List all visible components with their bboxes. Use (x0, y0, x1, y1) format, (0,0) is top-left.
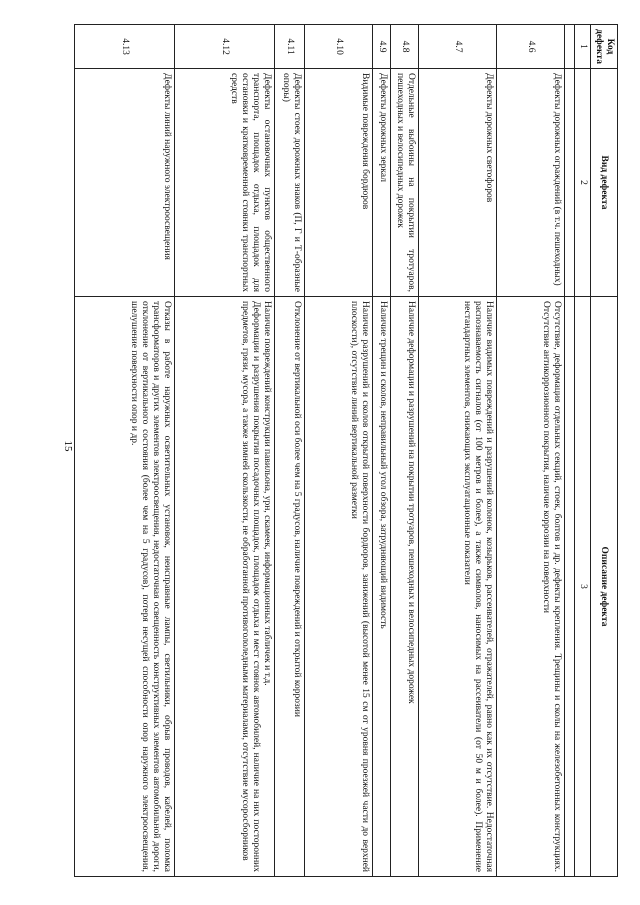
page-number: 15 (62, 440, 74, 452)
defect-type: Дефекты остановочных пунктов общественного транспорта, площадок отдыха, площадок для остановки и кратковременной стоянки транспортных средств (175, 69, 275, 297)
defect-description: Наличие видимых повреждений и разрушений колонок, козырьков, рассеивателей, отражателей, равно как их отсутствие. Недостаточная распознаваемость сигналов (от 100 метров и более), а также символов, наносимых на рассеиватели (от 50 м и более). Применение нестандартных элементов, снижающих эксплуатационные показатели (419, 297, 497, 877)
table-row (391, 25, 419, 877)
defect-description: Деформации и разрушения покрытия посадочных площадок, площадок отдыха и мест стоянок автомобилей, наличие на них посторонних предметов, грязи, мусора, а также зимней скользкости, не обработанной противогололедными материалами, отсутствие мусоросборников (240, 301, 261, 872)
defect-type: Дефекты дорожных зеркал (373, 69, 391, 297)
table-row (497, 25, 565, 877)
defect-type: Дефекты дорожных светофоров (419, 69, 497, 297)
header-description: Описание дефекта (591, 297, 618, 877)
defect-code: 4.12 (175, 25, 275, 69)
defect-code: 4.13 (75, 25, 175, 69)
defect-type: Дефекты стоек дорожных знаков (П, Г и Т-образные опоры) (275, 69, 305, 297)
spacer-cell (565, 69, 575, 297)
defect-description: Отсутствие, деформация отдельных секций, стоек, болтов и др. дефекты крепления. Трещины и сколы на железобетонных конструкциях. Отсутствие антикоррозионного покрытия, наличие коррозии на поверхности (497, 297, 565, 877)
defect-code: 4.7 (419, 25, 497, 69)
table-row (275, 25, 305, 877)
defect-description: Наличие повреждений конструкции павильона, урн, скамеек, информационных табличек и т.д. (262, 301, 272, 686)
column-number-2: 2 (575, 69, 591, 297)
defect-type: Дефекты линий наружного электроосвещения (75, 69, 175, 297)
table-row (305, 25, 373, 877)
header-code: Код дефекта (591, 25, 618, 69)
spacer-cell (565, 25, 575, 69)
defect-code: 4.11 (275, 25, 305, 69)
defect-type: Отдельные выбоины на покрытии тротуаров, пешеходных и велосипедных дорожек (391, 69, 419, 297)
spacer-cell (565, 297, 575, 877)
column-number-1: 1 (575, 25, 591, 69)
defect-code: 4.10 (305, 25, 373, 69)
defects-table-sheet (83, 24, 618, 876)
defect-description: Наличие трещин и сколов, неправильный угол обзора, затрудняющий видимость (373, 297, 391, 877)
defect-description: Наличие деформации и разрушений на покрытии тротуаров, пешеходных и велосипедных дорожек (391, 297, 419, 877)
defect-code: 4.9 (373, 25, 391, 69)
defect-description: Отказы в работе наружных осветительных установок, неисправные лампы, светильники, обрыв проводов, кабелей, поломка трансформаторов и других элементов электроосвещения, недостаточная освещенность конструктивных элементов автомобильной дороги, отклонение от вертикального состояния (более чем на 5 градусов), потеря несущей способности опор наружного электроосвещения, шелушение поверхности опор и др. (75, 297, 175, 877)
defect-description: Отклонение от вертикальной оси более чем на 5 градусов, наличие повреждений и открытой коррозии (275, 297, 305, 877)
defects-table (74, 24, 618, 877)
defect-type: Видимые повреждения бордюров (305, 69, 373, 297)
table-row (419, 25, 497, 877)
table-row (175, 25, 275, 877)
column-number-3: 3 (575, 297, 591, 877)
table-row (75, 25, 175, 877)
defect-type: Дефекты дорожных ограждений (в т.ч. пешеходных) (497, 69, 565, 297)
defect-code: 4.8 (391, 25, 419, 69)
table-row (373, 25, 391, 877)
defect-description: Наличие разрушений и сколов открытой поверхности бордюров, занижений (высотой менее 15 см от уровня проезжей части до верхней плоскости), отсутствие линий вертикальной разметки (305, 297, 373, 877)
header-type: Вид дефекта (591, 69, 618, 297)
defect-description-group (175, 297, 275, 877)
defect-code: 4.6 (497, 25, 565, 69)
